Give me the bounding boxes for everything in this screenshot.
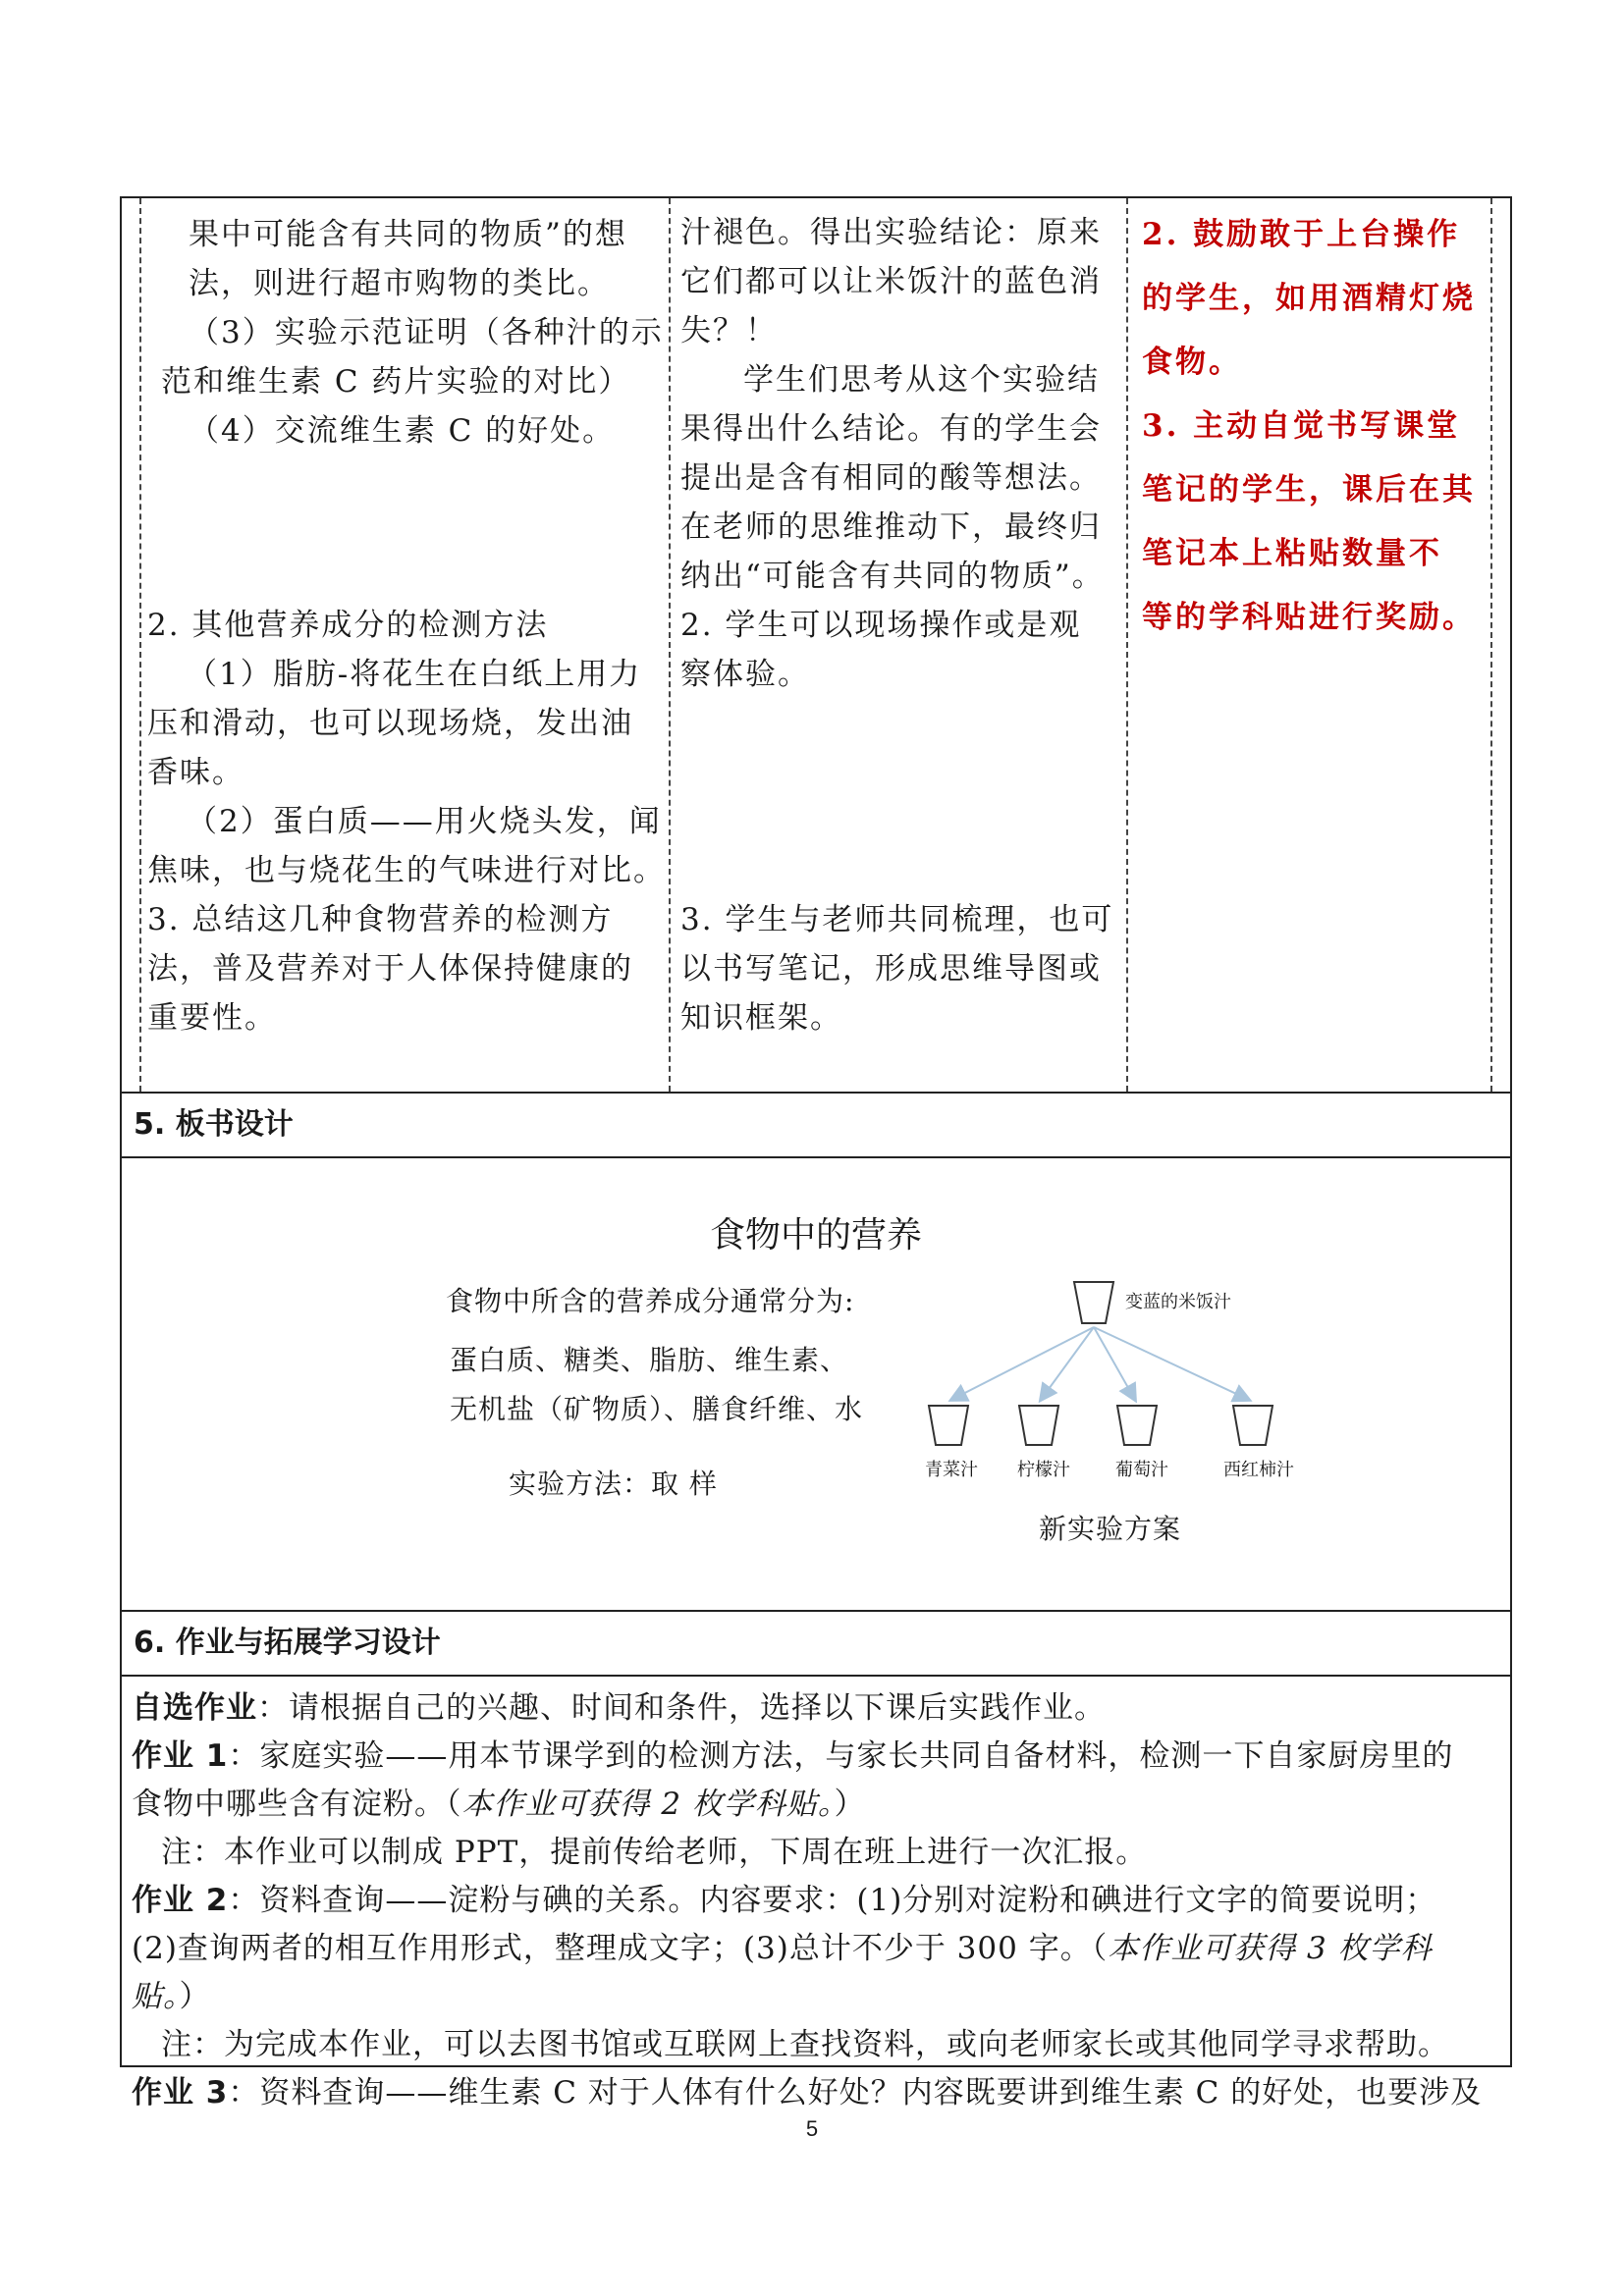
homework-label: 作业 1 — [132, 1738, 229, 1774]
homework-text: ：请根据自己的兴趣、时间和条件，选择以下课后实践作业。 — [257, 1690, 1106, 1726]
homework-2 — [132, 1877, 1500, 1925]
text-line: 汁褪色。得出实验结论：原来 — [680, 215, 1102, 250]
homework-1-note: 注：本作业可以制成 PPT，提前传给老师，下周在班上进行一次汇报。 — [161, 1835, 1148, 1870]
arrow — [1041, 1327, 1094, 1400]
homework-text: ） — [179, 1979, 211, 2014]
board-caption: 新实验方案 — [1039, 1513, 1182, 1545]
text-line: 3. 总结这几种食物营养的检测方 — [147, 902, 614, 937]
cup-icon — [1233, 1406, 1272, 1445]
text-line: 法，普及营养对于人体保持健康的 — [147, 951, 633, 987]
reward-note: 本作业可获得 3 枚学科贴。 — [132, 1931, 1433, 2014]
board-design — [120, 1156, 1512, 1610]
board-line-1: 食物中所含的营养成分通常分为: — [446, 1285, 855, 1317]
teacher-activity-column — [141, 198, 671, 1092]
cup-icon — [1019, 1406, 1058, 1445]
text-line: 果中可能含有共同的物质”的想 — [189, 217, 627, 252]
text-line: （3）实验示范证明（各种汁的示 — [189, 315, 664, 350]
homework-text: ） — [834, 1787, 866, 1822]
text-line: 3. 学生与老师共同梳理，也可 — [680, 902, 1114, 937]
homework-text: ：家庭实验——用本节课学到的检测方法，与家长共同自备材料，检测一下自家厨房里的 — [228, 1738, 1454, 1774]
homework-2-cont — [132, 1925, 1500, 2021]
homework-body — [120, 1675, 1512, 2110]
student-activity-part-b — [680, 895, 1122, 1042]
homework-text: ：资料查询——淀粉与碘的关系。内容要求：(1)分别对淀粉和碘进行文字的简要说明； — [228, 1883, 1437, 1918]
page-number: 5 — [805, 2116, 819, 2141]
homework-label: 作业 3 — [132, 2075, 229, 2110]
student-activity-column — [671, 198, 1128, 1092]
reward-note: 本作业可获得 2 枚学科贴。 — [461, 1787, 835, 1822]
teacher-activity-part-a — [161, 210, 667, 455]
text-line: 纳出“可能含有共同的物质”。 — [680, 559, 1105, 594]
text-line: 提出是含有相同的酸等想法。 — [680, 460, 1102, 496]
teacher-activity-part-b — [147, 601, 668, 1042]
homework-intro — [132, 1684, 1500, 1733]
evaluation-text — [1142, 203, 1481, 650]
text-line: 2. 鼓励敢于上台操作 — [1142, 217, 1461, 252]
text-line: 笔记的学生，课后在其 — [1142, 472, 1476, 507]
section-5-heading: 5. 板书设计 — [120, 1092, 1512, 1156]
cup-icon — [1117, 1406, 1157, 1445]
lesson-table — [120, 196, 1512, 2110]
text-line: 在老师的思维推动下，最终归 — [680, 509, 1102, 545]
cup-icon-root — [1074, 1282, 1113, 1323]
section-6-heading: 6. 作业与拓展学习设计 — [120, 1610, 1512, 1675]
homework-3 — [132, 2069, 1500, 2117]
board-line-2: 蛋白质、糖类、脂肪、维生素、 — [450, 1344, 849, 1376]
homework-text: ：资料查询——维生素 C 对于人体有什么好处？内容既要讲到维生素 C 的好处，也要涉及 — [228, 2075, 1483, 2110]
arrow — [951, 1327, 1094, 1400]
homework-2-note: 注：为完成本作业，可以去图书馆或互联网上查找资料，或向老师家长或其他同学寻求帮助。 — [161, 2027, 1449, 2062]
leaf-label: 柠檬汁 — [1017, 1460, 1070, 1480]
board-title: 食物中的营养 — [709, 1215, 922, 1255]
root-label: 变蓝的米饭汁 — [1125, 1292, 1231, 1312]
homework-text: (2)查询两者的相互作用形式，整理成文字；(3)总计不少于 300 字。（ — [132, 1931, 1109, 1966]
process-inner-box — [139, 198, 1492, 1092]
process-row — [120, 196, 1512, 1092]
text-line: 等的学科贴进行奖励。 — [1142, 600, 1476, 635]
text-line: （1）脂肪-将花生在白纸上用力 — [187, 657, 642, 692]
evaluation-column — [1128, 198, 1490, 1092]
text-line: 重要性。 — [147, 1000, 277, 1036]
homework-label: 自选作业 — [132, 1690, 257, 1726]
board-method: 实验方法：取 样 — [509, 1468, 718, 1500]
text-line: 3. 主动自觉书写课堂 — [1142, 408, 1461, 444]
text-line: 2. 其他营养成分的检测方法 — [147, 608, 549, 643]
homework-1 — [132, 1733, 1500, 1781]
arrow — [1094, 1327, 1249, 1400]
leaf-label: 葡萄汁 — [1115, 1460, 1168, 1480]
text-line: 以书写笔记，形成思维导图或 — [680, 951, 1102, 987]
text-line: 焦味，也与烧花生的气味进行对比。 — [147, 853, 666, 888]
text-line: 食物。 — [1142, 345, 1242, 380]
arrow — [1094, 1327, 1135, 1400]
cup-icon — [929, 1406, 968, 1445]
homework-label: 作业 2 — [132, 1883, 229, 1918]
board-line-3: 无机盐（矿物质）、膳食纤维、水 — [450, 1393, 864, 1425]
text-line: 它们都可以让米饭汁的蓝色消 — [680, 264, 1102, 299]
student-activity-part-a — [680, 208, 1122, 699]
text-line: 压和滑动，也可以现场烧，发出油 — [147, 706, 633, 741]
homework-1-cont — [132, 1781, 1500, 1829]
text-line: 2. 学生可以现场操作或是观 — [680, 608, 1082, 643]
text-line: 香味。 — [147, 755, 244, 790]
text-line: 果得出什么结论。有的学生会 — [680, 411, 1102, 447]
text-line: 学生们思考从这个实验结 — [743, 362, 1100, 398]
text-line: 察体验。 — [680, 657, 810, 692]
text-line: 失？！ — [680, 313, 778, 348]
leaf-label: 青菜汁 — [925, 1460, 978, 1480]
mind-map-diagram — [122, 1158, 1512, 1610]
text-line: 法，则进行超市购物的类比。 — [189, 266, 610, 301]
text-line: （2）蛋白质——用火烧头发，闻 — [187, 804, 662, 839]
text-line: 范和维生素 C 药片实验的对比） — [161, 364, 631, 400]
text-line: 的学生，如用酒精灯烧 — [1142, 281, 1476, 316]
text-line: 知识框架。 — [680, 1000, 842, 1036]
text-line: 笔记本上粘贴数量不 — [1142, 536, 1442, 571]
text-line: （4）交流维生素 C 的好处。 — [189, 413, 616, 449]
homework-text: 食物中哪些含有淀粉。（ — [132, 1787, 462, 1822]
leaf-label: 西红柿汁 — [1223, 1460, 1294, 1480]
